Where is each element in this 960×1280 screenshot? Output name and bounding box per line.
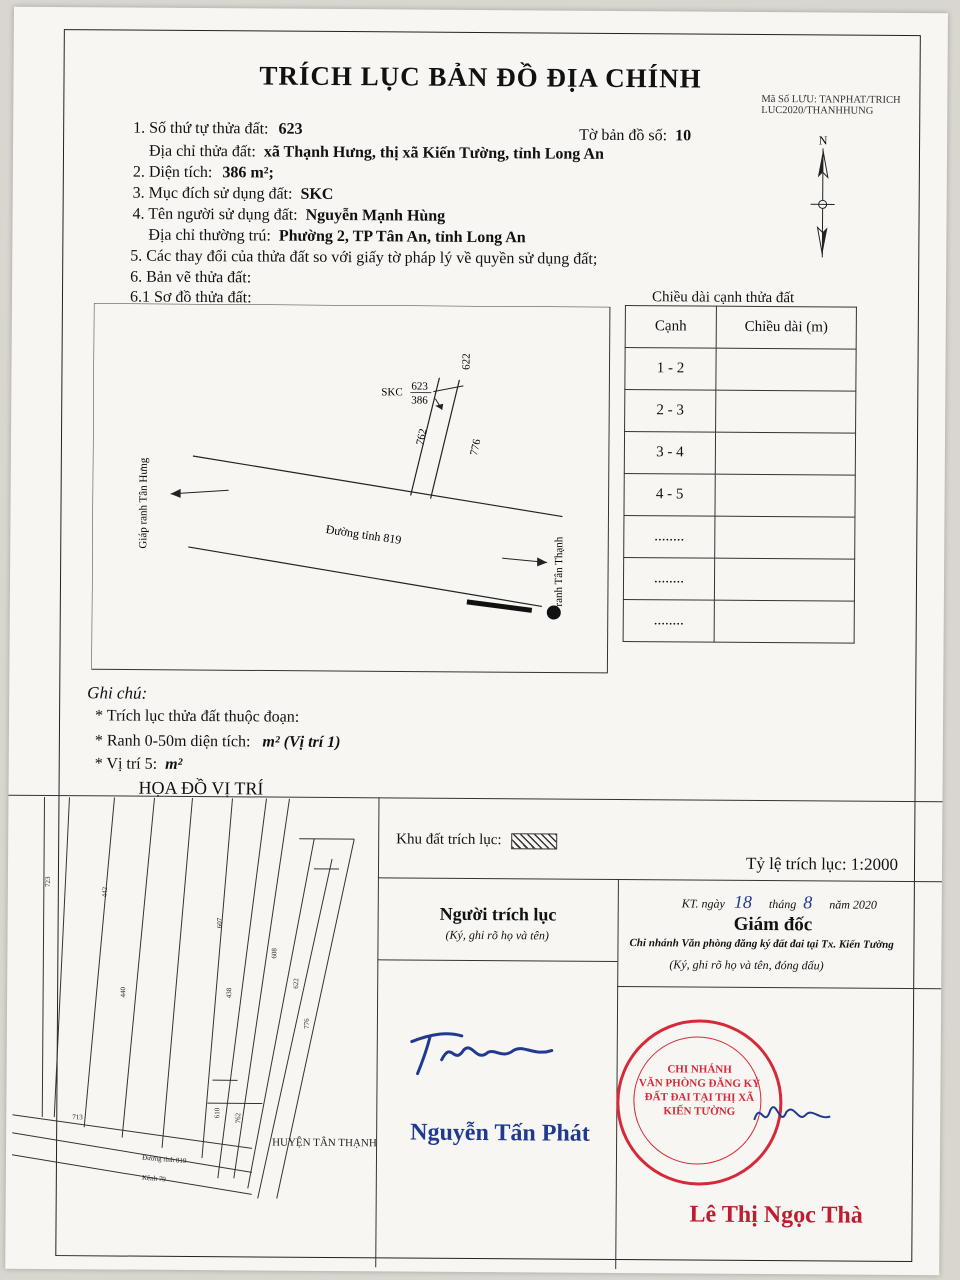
map-parcel-label: 608 [270,948,279,959]
note-2 [95,732,341,752]
extractor-title: Người trích lục [439,903,557,925]
table-row [624,432,855,476]
compass-label: N [818,133,828,148]
director-signature-icon [746,1090,836,1141]
north-arrow-icon [802,132,843,262]
map-parcel-label: 607 [215,917,224,929]
left-boundary-label: Giáp ranh Tân Hưng [137,457,150,549]
item-6: 6. Bản vẽ thửa đất: [130,268,252,287]
residence-value: Phường 2, TP Tân An, tỉnh Long An [278,227,526,247]
note-3 [95,755,183,774]
date-month: 8 [803,892,813,913]
map-sheet-label: Tờ bản đồ số: [579,126,668,145]
item-1 [133,120,302,139]
length-cell [715,474,855,517]
location-map-title: HỌA ĐỒ VỊ TRÍ [138,777,264,799]
road-label: Đường tỉnh 819 [324,522,403,548]
scale-label: Tỷ lệ trích lục: 1:2000 [745,853,899,874]
edge-cell: ........ [623,600,714,643]
map-sheet [579,127,691,146]
parcel-number-value: 623 [278,120,303,138]
date-prefix: KT. ngày [681,896,725,911]
map-road-label: Đường tỉnh 819 [141,1153,187,1166]
stamp-line: CHI NHÁNH [667,1063,732,1076]
district-label: HUYỆN TÂN THẠNH [272,1136,377,1150]
note-2-unit: m² (Vị trí 1) [262,733,341,752]
table-row [623,558,854,602]
extractor-signature-icon [402,1019,572,1080]
length-cell [715,432,855,475]
note-3-label: * Vị trí 5: [94,755,158,773]
length-cell [716,348,856,391]
table-header: Chiều dài (m) [716,306,856,349]
stamp-line: KIẾN TƯỜNG [663,1105,736,1118]
table-row [623,600,854,644]
neighbor-776-label: 776 [468,437,484,457]
table-row [624,474,855,518]
neighbor-762-label: 762 [414,427,430,447]
item-3-label: 3. Mục đích sử dụng đất: [132,184,293,203]
area-value: 386 m²; [222,164,274,182]
neighbor-622-label: 622 [460,353,473,370]
map-sheet-value: 10 [675,127,692,145]
edge-table-caption: Chiều dài cạnh thửa đất [651,289,795,307]
map-canal-label: Kênh 79 [141,1173,167,1184]
address-value: xã Thạnh Hưng, thị xã Kiến Tường, tỉnh Long An [263,143,604,163]
item-1-label: 1. Số thứ tự thửa đất: [133,119,269,138]
date-year: năm 2020 [829,897,877,912]
map-parcel-label: 622 [292,978,301,989]
director-note: (Ký, ghi rõ họ và tên, đóng dấu) [669,957,824,973]
stamp-line: VĂN PHÒNG ĐĂNG KÝ [638,1077,761,1090]
edge-cell: 4 - 5 [624,474,715,517]
table-row [625,348,856,392]
edge-cell: 1 - 2 [625,348,716,391]
edge-cell: 2 - 3 [625,390,716,433]
parcel-code-label: SKC [381,386,403,399]
parcel-area-label: 386 [411,394,428,407]
item-5: 5. Các thay đổi của thửa đất so với giấy tờ pháp lý về quyền sử dụng đất; [130,247,598,268]
item-3 [133,185,334,204]
legend-label: Khu đất trích lục: [396,831,502,849]
hatch-swatch-icon [511,833,557,849]
note-3-unit: m² [165,755,183,773]
extractor-note: (Ký, ghi rõ họ và tên) [445,927,549,943]
map-parcel-label: 723 [43,876,52,888]
office-name: Chi nhánh Văn phòng đăng ký đất đai tại Tx. Kiến Tường [629,937,894,951]
table-row [624,516,855,560]
length-cell [714,600,854,643]
stamp-line: ĐẤT ĐAI TẠI THỊ XÃ [644,1091,755,1104]
item-4 [133,206,446,226]
note-1: * Trích lục thửa đất thuộc đoạn: [95,707,300,726]
document-page [5,7,948,1275]
document-title: TRÍCH LỤC BẢN ĐỒ ĐỊA CHÍNH [259,60,702,94]
storage-code: Mã Số LƯU: TANPHAT/TRICH LUC2020/THANHHUNG [761,93,901,117]
residence-label: Địa chỉ thường trú: [148,226,271,245]
item-4-label: 4. Tên người sử dụng đất: [132,205,298,224]
note-2-label: * Ranh 0-50m diện tích: [94,732,251,751]
table-header: Cạnh [625,306,716,349]
residence [148,227,525,248]
item-2 [133,164,274,183]
parcel-number-label: 623 [411,380,428,393]
item-2-label: 2. Diện tích: [132,163,213,182]
map-parcel-label: 440 [119,986,128,998]
month-label: tháng [768,897,797,912]
director-name: Lê Thị Ngọc Thà [689,1201,863,1229]
table-header-row [625,306,856,350]
map-parcel-label: 713 [72,1113,83,1122]
parcel-diagram [91,303,614,677]
address [149,143,604,164]
edge-length-table [623,305,857,644]
notes-heading: Ghi chú: [87,683,148,703]
director-title: Giám đốc [733,913,813,936]
map-parcel-label: 762 [234,1112,243,1124]
extractor-name: Nguyễn Tấn Phát [410,1119,590,1147]
map-parcel-label: 438 [225,987,234,999]
length-cell [714,558,854,601]
length-cell [716,390,856,433]
legend [396,831,557,849]
edge-cell: ........ [623,558,714,601]
edge-cell: ........ [624,516,715,559]
map-parcel-label: 610 [213,1107,222,1119]
address-label: Địa chỉ thửa đất: [148,142,256,161]
length-cell [715,516,855,559]
edge-cell: 3 - 4 [624,432,715,475]
right-boundary-label: ranh Tân Thạnh [552,536,566,607]
land-use-value: SKC [300,185,334,203]
map-parcel-label: 442 [100,886,109,898]
map-parcel-label: 776 [302,1018,311,1029]
date-day: 18 [733,891,752,912]
location-map [12,797,379,1200]
table-row [625,390,856,434]
sign-date [682,891,877,913]
owner-value: Nguyễn Mạnh Hùng [305,206,446,225]
item-6-1: 6.1 Sơ đồ thửa đất: [129,288,252,307]
